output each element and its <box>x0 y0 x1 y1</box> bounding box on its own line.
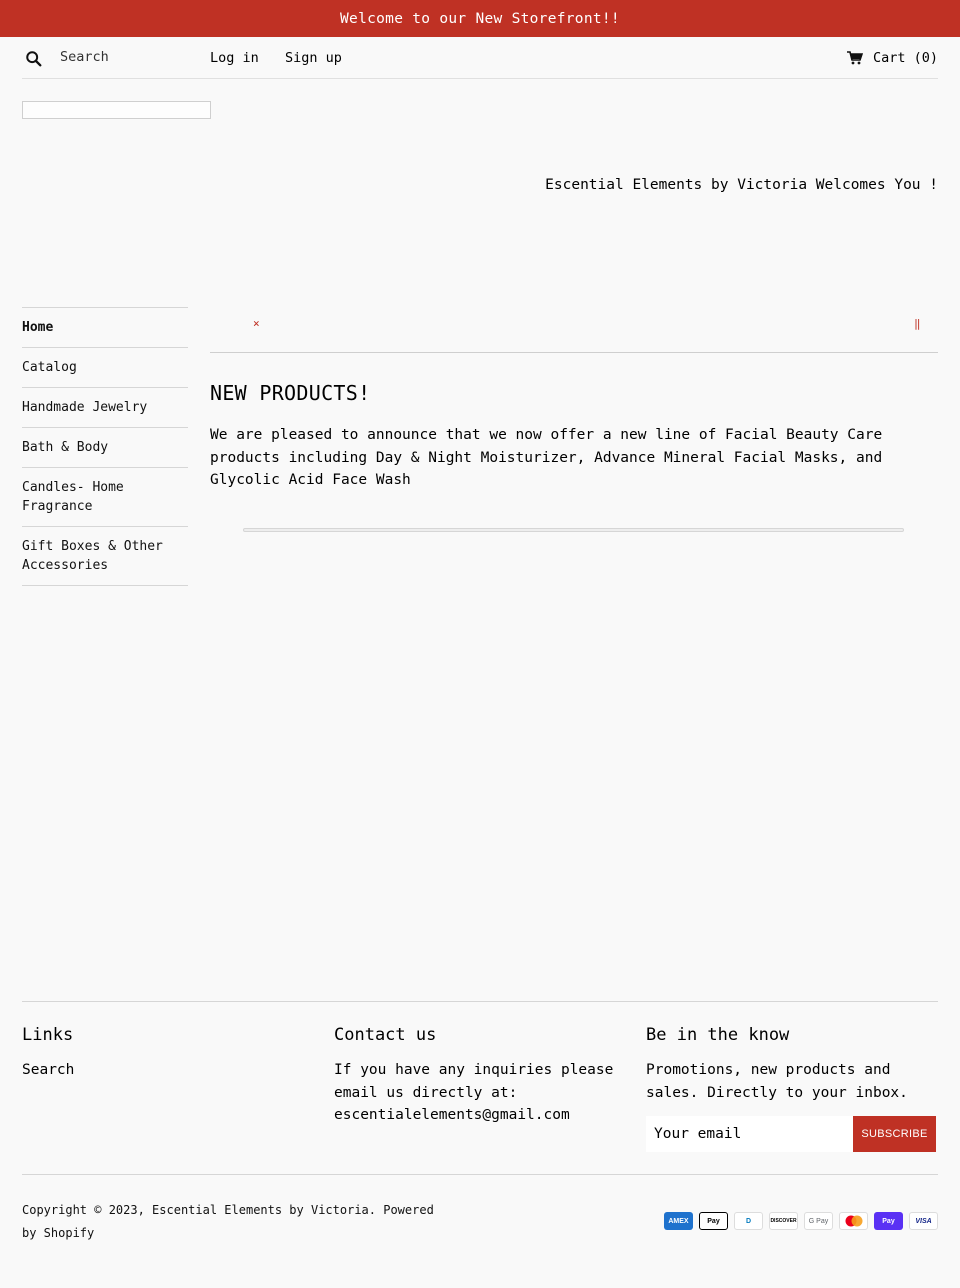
sidebar-item-catalog[interactable]: Catalog <box>22 348 188 388</box>
footer-bottom-divider <box>22 1174 938 1175</box>
signup-link[interactable]: Sign up <box>285 50 342 66</box>
sidebar-nav <box>22 307 188 586</box>
payment-icons <box>664 1212 938 1230</box>
sidebar-item-handmade-jewelry[interactable]: Handmade Jewelry <box>22 388 188 428</box>
sidebar-item-bath-body[interactable]: Bath & Body <box>22 428 188 468</box>
page-body-text: We are pleased to announce that we now offer a new line of Facial Beauty Care products including Day & Night Moisturizer, Advance Mineral Facial Masks, and Glycolic Acid Face Wash <box>210 427 883 488</box>
shop-pay-icon: Pay <box>874 1212 903 1230</box>
footer-newsletter-heading: Be in the know <box>646 1025 790 1045</box>
sidebar-item-home[interactable]: Home <box>22 308 188 348</box>
copyright-text: Copyright © 2023, Escential Elements by Victoria. Powered by Shopify <box>22 1203 434 1240</box>
footer-divider <box>22 1001 938 1002</box>
footer-links-heading: Links <box>22 1025 74 1045</box>
apple-pay-icon: Pay <box>699 1212 728 1230</box>
footer-contact-text: If you have any inquiries please email us directly at: escentialelements@gmail.com <box>334 1062 614 1123</box>
google-pay-icon: G Pay <box>804 1212 833 1230</box>
amex-icon: AMEX <box>664 1212 693 1230</box>
sidebar-item-candles[interactable]: Candles- Home Fragrance <box>22 468 188 527</box>
site-logo[interactable] <box>22 101 211 119</box>
cart-label: Cart (0) <box>872 50 938 66</box>
footer-contact-heading: Contact us <box>334 1025 437 1045</box>
login-link[interactable]: Log in <box>210 50 259 66</box>
visa-icon: VISA <box>909 1212 938 1230</box>
content-divider <box>243 528 904 532</box>
footer-newsletter <box>646 1025 938 1104</box>
site-header <box>22 37 938 79</box>
mastercard-icon <box>839 1212 868 1230</box>
sidebar-item-gift-boxes[interactable]: Gift Boxes & Other Accessories <box>22 527 188 586</box>
search-input[interactable] <box>60 47 200 67</box>
broken-image-icon: ⨯ <box>253 317 260 330</box>
site-tagline: Escential Elements by Victoria Welcomes You ! <box>545 177 938 193</box>
footer-contact <box>334 1025 624 1127</box>
cart-link[interactable] <box>847 50 938 66</box>
search-icon[interactable] <box>25 50 43 68</box>
subscribe-button[interactable]: SUBSCRIBE <box>853 1116 936 1152</box>
diners-club-icon: D <box>734 1212 763 1230</box>
footer-link-search[interactable]: Search <box>22 1062 75 1078</box>
footer-links <box>22 1025 312 1082</box>
cart-icon <box>847 51 863 65</box>
discover-icon: DISCOVER <box>769 1212 798 1230</box>
newsletter-form <box>646 1116 936 1152</box>
slideshow <box>210 307 938 353</box>
mastercard-circles <box>844 1215 864 1227</box>
announcement-text: Welcome to our New Storefront!! <box>340 10 620 27</box>
broken-image-icon: ‖ <box>914 317 921 330</box>
announcement-bar <box>0 0 960 37</box>
page-title: NEW PRODUCTS! <box>210 381 371 405</box>
footer-newsletter-text: Promotions, new products and sales. Directly to your inbox. <box>646 1062 908 1101</box>
email-field[interactable] <box>646 1116 853 1152</box>
